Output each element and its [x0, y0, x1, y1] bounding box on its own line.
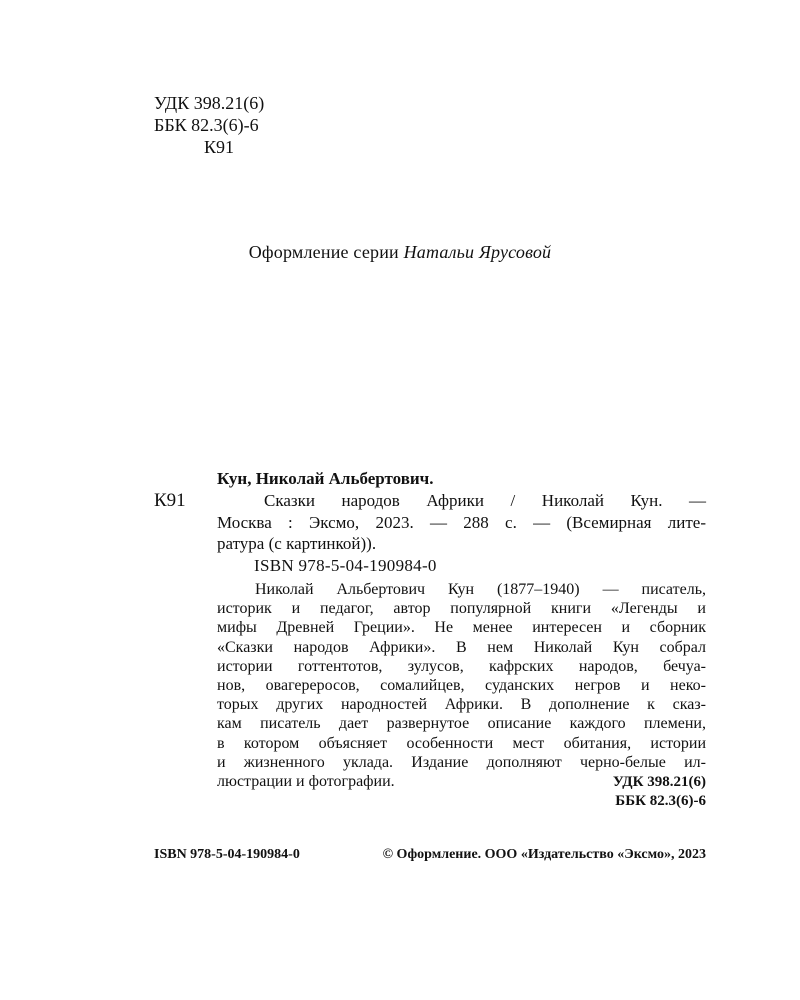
- series-designer-name: Натальи Ярусовой: [403, 242, 552, 262]
- annotation-line: истории готтентотов, зулусов, кафрских народов, бечуа-: [217, 657, 706, 675]
- bottom-udk-code: УДК 398.21(6): [612, 774, 706, 790]
- bbk-code: ББК 82.3(6)-6: [154, 115, 259, 135]
- annotation-line: нов, овагереросов, сомалийцев, суданских негров и неко-: [217, 677, 706, 695]
- author-heading: Кун, Николай Альбертович.: [217, 469, 434, 488]
- annotation-line: мифы Древней Греции». Не менее интересен и сборник: [217, 619, 706, 637]
- bibliographic-author-mark: К91: [154, 490, 186, 511]
- bottom-classification-codes: [560, 773, 706, 811]
- annotation-line: историк и педагог, автор популярной книги «Легенды и: [217, 600, 706, 618]
- annotation-line: кам писатель дает развернутое описание каждого племени,: [217, 715, 706, 733]
- bibliographic-line: Москва : Эксмо, 2023. — 288 с. — (Всемирная лите-: [217, 512, 706, 532]
- bibliographic-line: ратура (с картинкой)).: [217, 534, 377, 553]
- footer-isbn: ISBN 978-5-04-190984-0: [154, 847, 300, 862]
- annotation-line: «Сказки народов Африки». В нем Николай Кун собрал: [217, 638, 706, 656]
- annotation: [217, 580, 706, 791]
- annotation-line: Николай Альбертович Кун (1877–1940) — писатель,: [255, 581, 706, 598]
- bibliographic-line: Сказки народов Африки / Николай Кун. —: [264, 491, 706, 510]
- bibliographic-description: [217, 490, 706, 555]
- classification-codes: [154, 92, 264, 158]
- annotation-line: и жизненного уклада. Издание дополняют черно-белые ил-: [217, 753, 706, 771]
- annotation-line: торых других народностей Африки. В дополнение к сказ-: [217, 696, 706, 714]
- annotation-line: люстрации и фотографии.: [217, 773, 395, 791]
- author-mark: К91: [204, 137, 235, 157]
- udk-code: УДК 398.21(6): [154, 93, 265, 113]
- footer-copyright: © Оформление. ООО «Издательство «Эксмо», 2023: [382, 847, 706, 862]
- series-design-prefix: Оформление серии: [248, 242, 404, 262]
- isbn: ISBN 978-5-04-190984-0: [254, 556, 437, 575]
- bottom-bbk-code: ББК 82.3(6)-6: [615, 793, 706, 809]
- annotation-line: в котором объясняет особенности мест обитания, истории: [217, 734, 706, 752]
- series-design-credit: [0, 242, 800, 263]
